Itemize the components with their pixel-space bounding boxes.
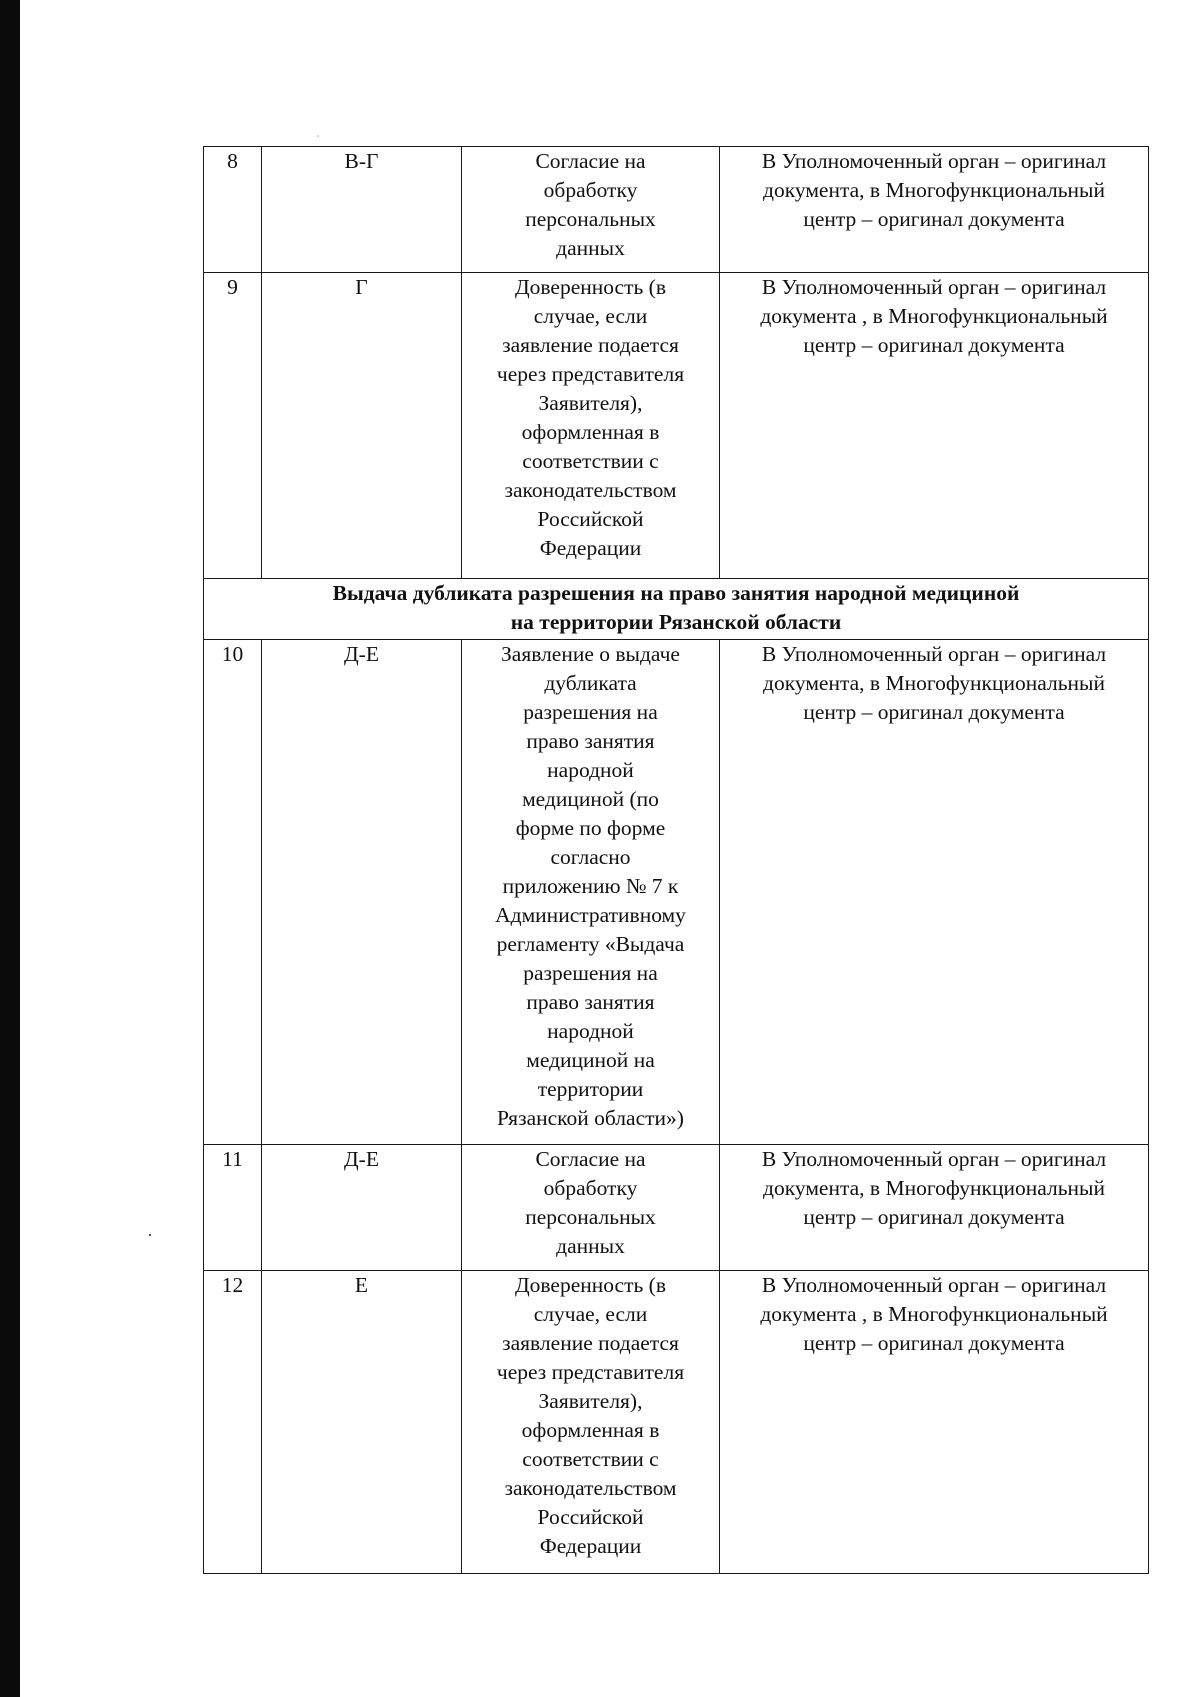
scan-edge bbox=[0, 0, 20, 1697]
table-row bbox=[204, 640, 1149, 1145]
document-name bbox=[462, 273, 720, 579]
applicant-category: В-Г bbox=[262, 147, 462, 273]
scan-speck bbox=[317, 135, 319, 137]
applicant-category: Е bbox=[262, 1271, 462, 1574]
submission-form-text: В Уполномоченный орган – оригинал документа , в Многофункциональный центр – оригинал документа bbox=[760, 1273, 1108, 1355]
document-name bbox=[462, 1145, 720, 1271]
row-number: 9 bbox=[204, 273, 262, 579]
document-name bbox=[462, 1271, 720, 1574]
document-name bbox=[462, 147, 720, 273]
submission-form-text: В Уполномоченный орган – оригинал документа , в Многофункциональный центр – оригинал документа bbox=[760, 275, 1108, 357]
row-number: 12 bbox=[204, 1271, 262, 1574]
table-row bbox=[204, 147, 1149, 273]
row-number: 8 bbox=[204, 147, 262, 273]
table-row bbox=[204, 1271, 1149, 1574]
applicant-category: Д-Е bbox=[262, 640, 462, 1145]
table-row bbox=[204, 273, 1149, 579]
scan-speck bbox=[149, 1234, 151, 1236]
submission-form bbox=[720, 147, 1149, 273]
row-number: 10 bbox=[204, 640, 262, 1145]
document-name-text: Доверенность (в случае, если заявление подается через представителя Заявителя), оформленная в соответствии с законодательством Российской Федерации bbox=[496, 275, 685, 560]
applicant-category: Г bbox=[262, 273, 462, 579]
section-header-row bbox=[204, 579, 1149, 640]
table-row bbox=[204, 1145, 1149, 1271]
submission-form-text: В Уполномоченный орган – оригинал документа, в Многофункциональный центр – оригинал документа bbox=[761, 149, 1107, 231]
document-name-text: Согласие на обработку персональных данных bbox=[525, 149, 656, 260]
documents-table bbox=[203, 146, 1149, 1574]
document-name-text: Согласие на обработку персональных данных bbox=[525, 1147, 656, 1258]
submission-form bbox=[720, 1271, 1149, 1574]
section-title bbox=[204, 579, 1149, 640]
submission-form bbox=[720, 640, 1149, 1145]
section-title-text: Выдача дубликата разрешения на право занятия народной медициной на территории Рязанской области bbox=[332, 581, 1020, 634]
document-name-text: Доверенность (в случае, если заявление подается через представителя Заявителя), оформленная в соответствии с законодательством Российской Федерации bbox=[496, 1273, 685, 1558]
submission-form-text: В Уполномоченный орган – оригинал документа, в Многофункциональный центр – оригинал документа bbox=[761, 1147, 1107, 1229]
document-name-text: Заявление о выдаче дубликата разрешения на право занятия народной медициной (по форме по форме согласно приложению № 7 к Административному регламенту «Выдача разрешения на право занятия народной медициной на территории Рязанской области») bbox=[495, 642, 686, 1130]
submission-form-text: В Уполномоченный орган – оригинал документа, в Многофункциональный центр – оригинал документа bbox=[761, 642, 1107, 724]
row-number: 11 bbox=[204, 1145, 262, 1271]
submission-form bbox=[720, 273, 1149, 579]
applicant-category: Д-Е bbox=[262, 1145, 462, 1271]
submission-form bbox=[720, 1145, 1149, 1271]
document-name bbox=[462, 640, 720, 1145]
